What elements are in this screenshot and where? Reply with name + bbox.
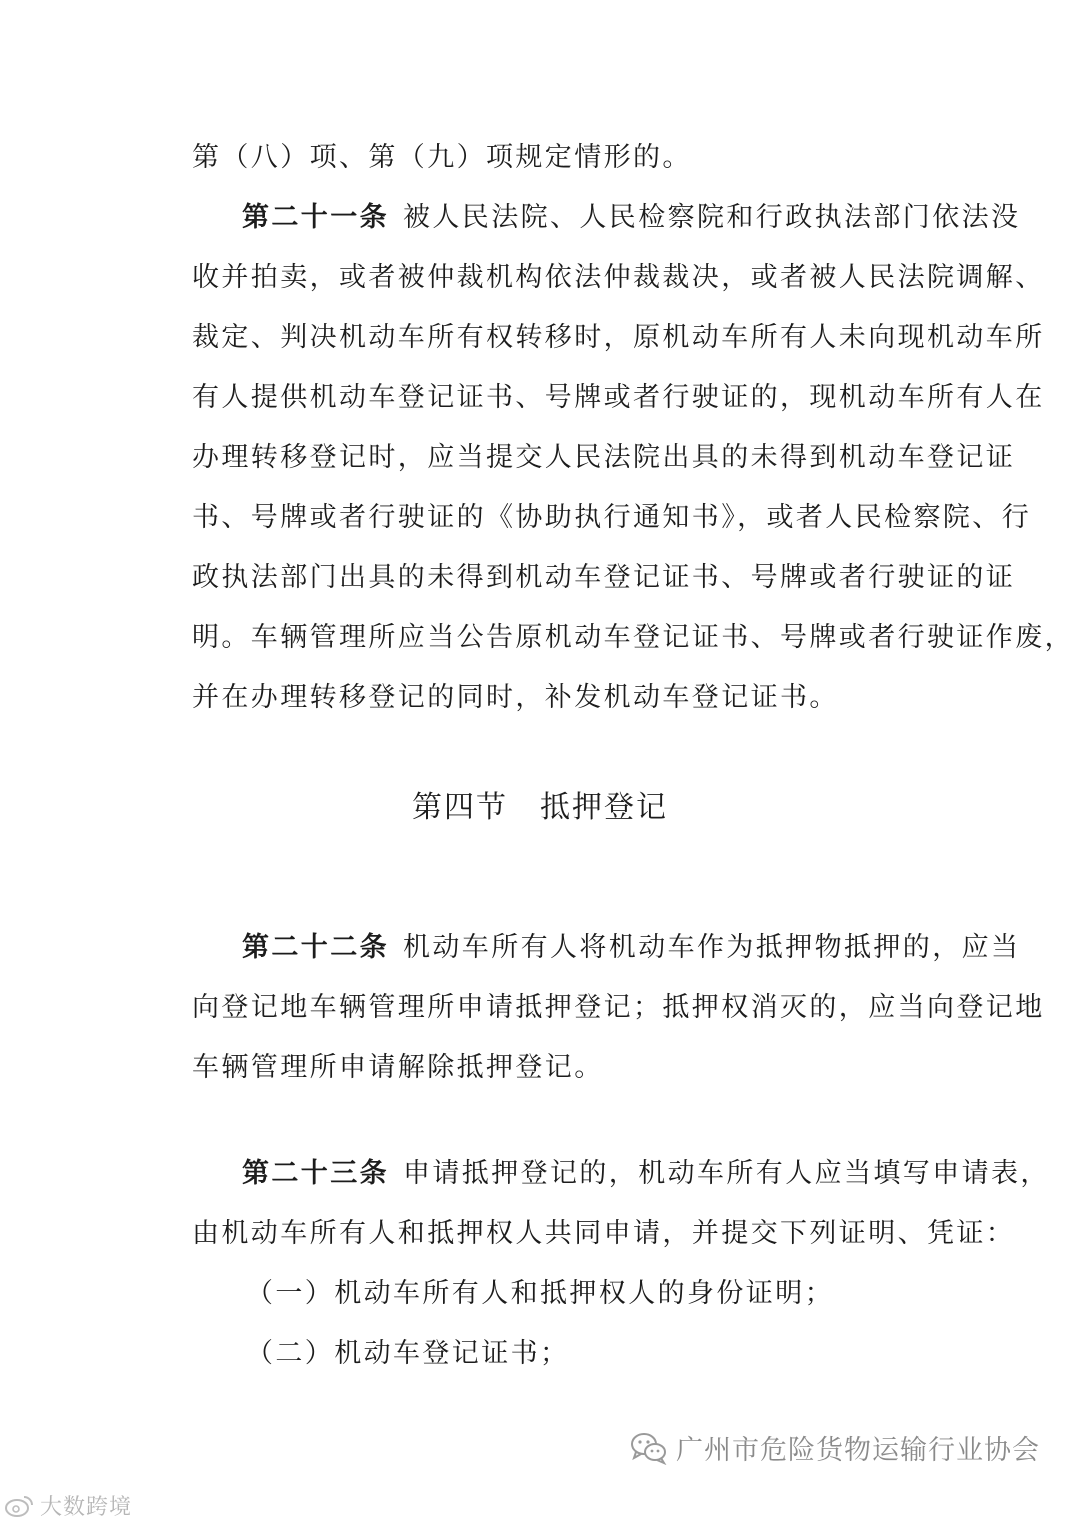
article-23-first-line xyxy=(242,1154,1050,1194)
text-line xyxy=(192,988,1045,1028)
line-text: 政执法部门出具的未得到机动车登记证书、号牌或者行驶证的证 xyxy=(192,562,1016,593)
line-text: （二）机动车登记证书； xyxy=(246,1338,570,1369)
line-text: 申请抵押登记的，机动车所有人应当填写申请表， xyxy=(403,1158,1050,1189)
line-text: 被人民法院、人民检察院和行政执法部门依法没 xyxy=(403,202,1021,233)
text-line xyxy=(192,438,1016,478)
article-21-label: 第二十一条 xyxy=(242,202,389,233)
text-line xyxy=(192,618,1074,658)
line-text: 裁定、判决机动车所有权转移时，原机动车所有人未向现机动车所 xyxy=(192,322,1045,353)
line-text: 书、号牌或者行驶证的《协助执行通知书》，或者人民检察院、行 xyxy=(192,502,1032,533)
list-item xyxy=(246,1274,886,1314)
article-23-label: 第二十三条 xyxy=(242,1158,389,1189)
text-line xyxy=(192,678,892,718)
section-heading: 第四节 抵押登记 xyxy=(412,790,668,825)
watermark-source xyxy=(630,1428,1040,1467)
line-text: 办理转移登记时，应当提交人民法院出具的未得到机动车登记证 xyxy=(192,442,1016,473)
text-line xyxy=(192,138,892,178)
article-22-first-line xyxy=(242,928,1021,968)
line-text: 并在办理转移登记的同时，补发机动车登记证书。 xyxy=(192,682,839,713)
line-text: 第（八）项、第（九）项规定情形的。 xyxy=(192,142,692,173)
list-item xyxy=(246,1334,886,1374)
line-text: 向登记地车辆管理所申请抵押登记；抵押权消灭的，应当向登记地 xyxy=(192,992,1045,1023)
text-line xyxy=(192,1214,1016,1254)
article-21-first-line xyxy=(242,198,1021,238)
text-line xyxy=(192,1048,892,1088)
text-line xyxy=(192,498,1032,538)
watermark-corner xyxy=(4,1490,132,1521)
weibo-icon xyxy=(4,1494,34,1518)
line-text: 有人提供机动车登记证书、号牌或者行驶证的，现机动车所有人在 xyxy=(192,382,1045,413)
text-line xyxy=(192,378,1045,418)
line-text: 收并拍卖，或者被仲裁机构依法仲裁裁决，或者被人民法院调解、 xyxy=(192,262,1045,293)
wechat-icon xyxy=(630,1431,668,1465)
watermark-corner-text: 大数跨境 xyxy=(40,1495,133,1520)
line-text: 由机动车所有人和抵押权人共同申请，并提交下列证明、凭证： xyxy=(192,1218,1016,1249)
text-line xyxy=(192,318,1045,358)
article-22-label: 第二十二条 xyxy=(242,932,389,963)
line-text: 车辆管理所申请解除抵押登记。 xyxy=(192,1052,604,1083)
line-text: （一）机动车所有人和抵押权人的身份证明； xyxy=(246,1278,834,1309)
line-text: 机动车所有人将机动车作为抵押物抵押的，应当 xyxy=(403,932,1021,963)
text-line xyxy=(192,258,1045,298)
text-line xyxy=(192,558,1016,598)
line-text: 明。车辆管理所应当公告原机动车登记证书、号牌或者行驶证作废， xyxy=(192,622,1074,653)
watermark-text: 广州市危险货物运输行业协会 xyxy=(676,1435,1040,1466)
